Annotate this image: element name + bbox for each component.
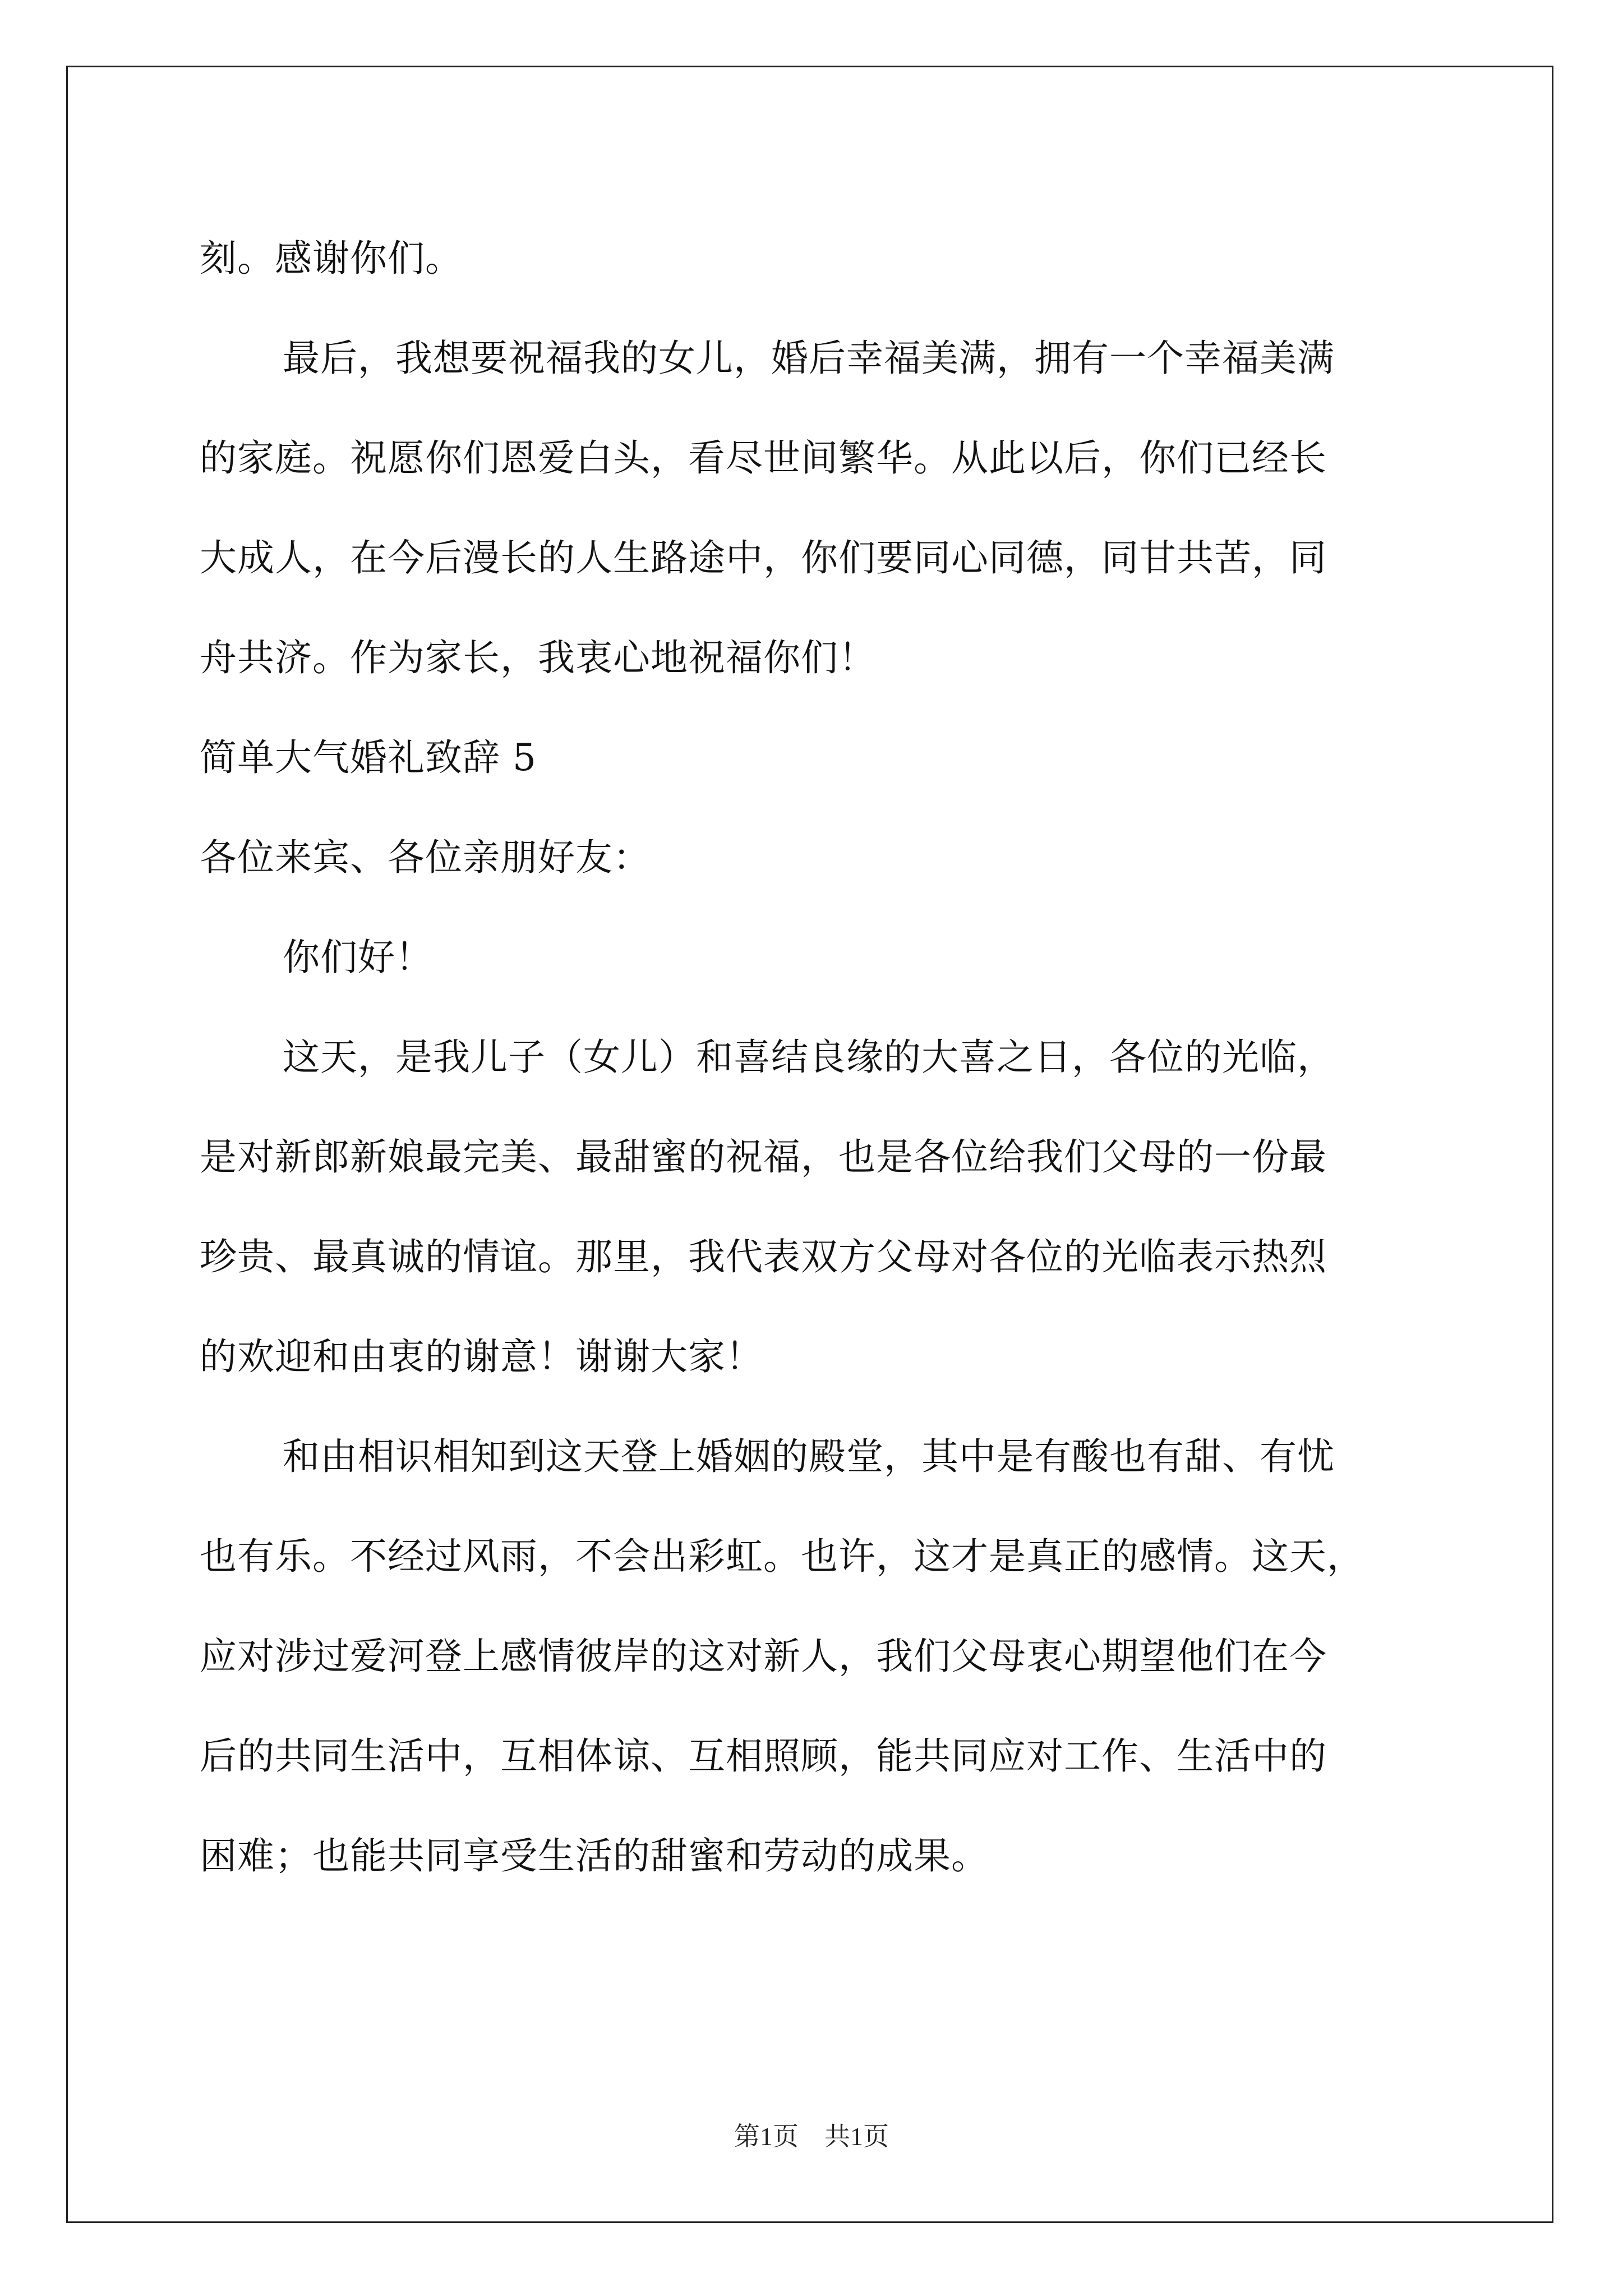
text-line-12: 的欢迎和由衷的谢意！谢谢大家！ xyxy=(200,1335,763,1378)
text-line-4: 大成人，在今后漫长的人生路途中，你们要同心同德，同甘共苦，同 xyxy=(200,536,1327,579)
text-line-9: 这天，是我儿子（女儿）和喜结良缘的大喜之日，各位的光临， xyxy=(283,1036,1335,1079)
text-line-2: 最后，我想要祝福我的女儿，婚后幸福美满，拥有一个幸福美满 xyxy=(283,337,1335,380)
text-line-3: 的家庭。祝愿你们恩爱白头，看尽世间繁华。从此以后，你们已经长 xyxy=(200,436,1327,480)
salutation: 各位来宾、各位亲朋好友： xyxy=(200,836,651,879)
document-body xyxy=(200,209,1428,1906)
text-line-15: 应对涉过爱河登上感情彼岸的这对新人，我们父母衷心期望他们在今 xyxy=(200,1635,1327,1678)
text-line-17: 困难；也能共同享受生活的甜蜜和劳动的成果。 xyxy=(200,1834,989,1878)
text-line-16: 后的共同生活中，互相体谅、互相照顾，能共同应对工作、生活中的 xyxy=(200,1734,1327,1778)
text-line-1: 刻。感谢你们。 xyxy=(200,237,463,280)
text-line-14: 也有乐。不经过风雨，不会出彩虹。也许，这才是真正的感情。这天， xyxy=(200,1535,1364,1578)
text-line-13: 和由相识相知到这天登上婚姻的殿堂，其中是有酸也有甜、有忧 xyxy=(283,1435,1335,1478)
text-line-10: 是对新郎新娘最完美、最甜蜜的祝福，也是各位给我们父母的一份最 xyxy=(200,1135,1327,1179)
page-footer: 第1页 共1页 xyxy=(734,2122,889,2151)
text-line-11: 珍贵、最真诚的情谊。那里，我代表双方父母对各位的光临表示热烈 xyxy=(200,1235,1327,1278)
greeting: 你们好！ xyxy=(283,936,433,979)
text-line-5: 舟共济。作为家长，我衷心地祝福你们！ xyxy=(200,636,876,679)
section-heading: 简单大气婚礼致辞 5 xyxy=(200,736,537,779)
